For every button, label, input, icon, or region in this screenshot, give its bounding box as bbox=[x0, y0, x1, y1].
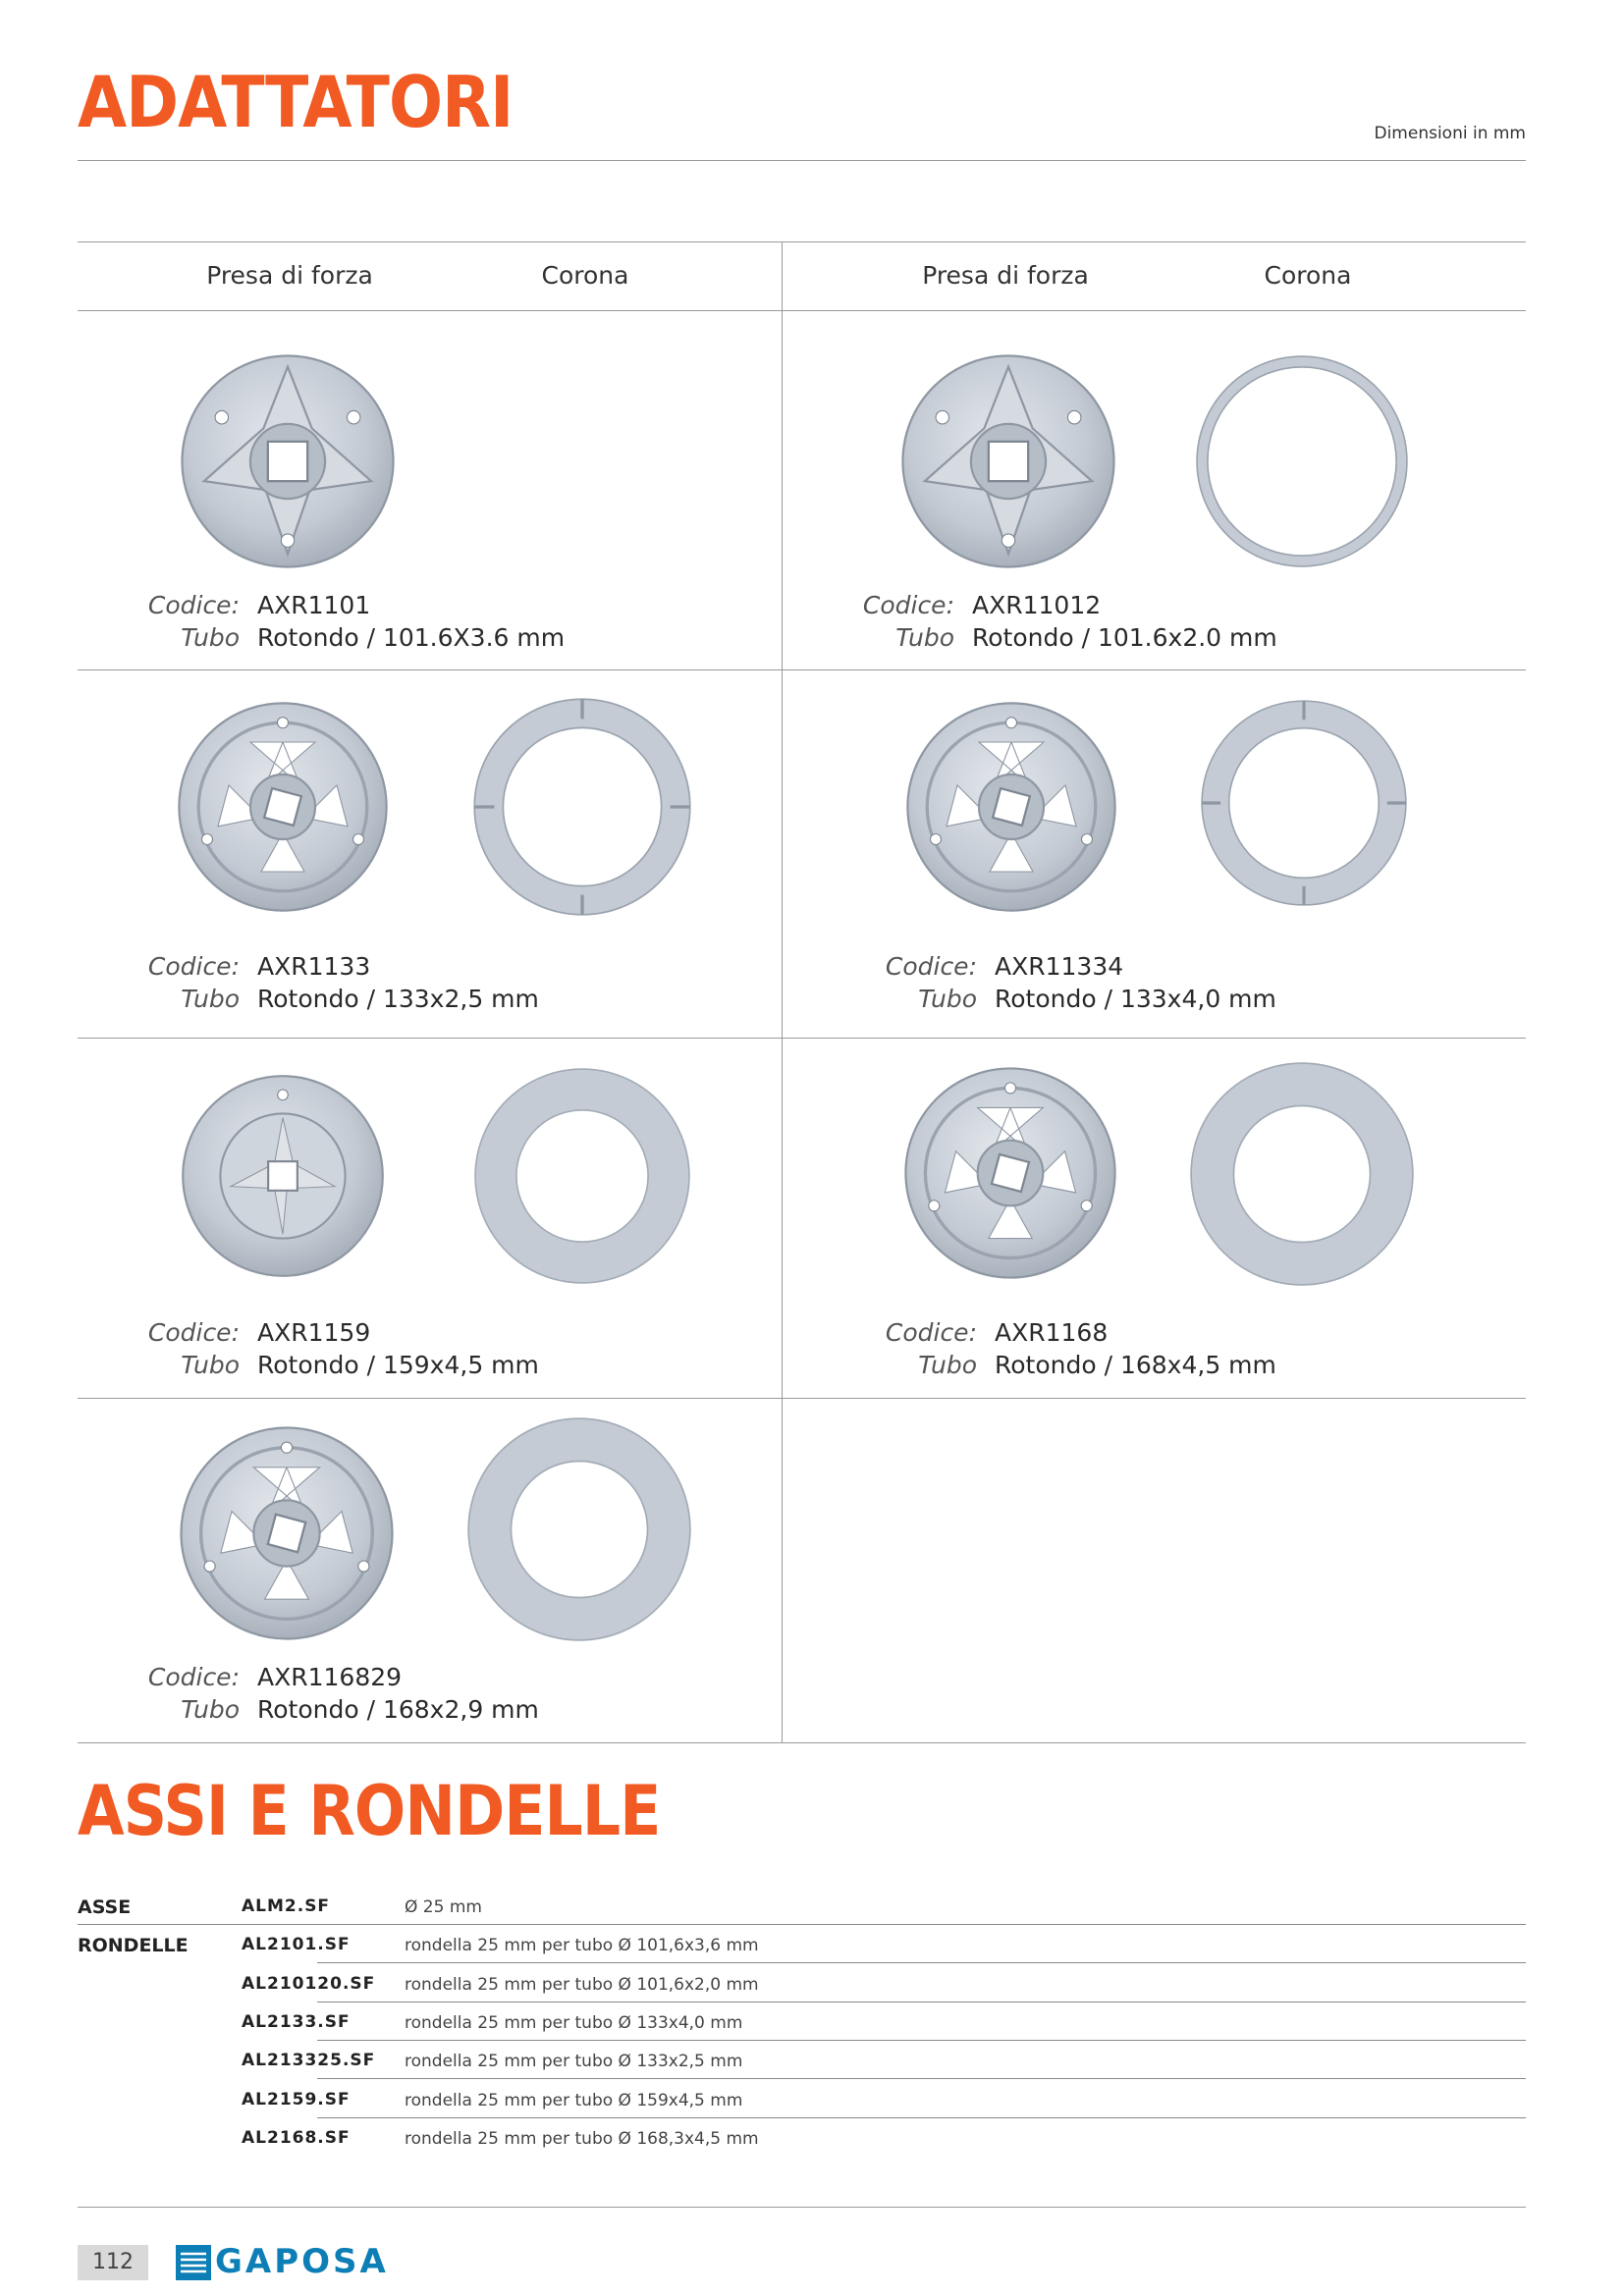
row-code: ALM2.SF bbox=[242, 1896, 331, 1916]
product-tube: Rotondo / 101.6x2.0 mm bbox=[972, 623, 1277, 652]
product-code: AXR1101 bbox=[257, 591, 371, 619]
crown-ring-image bbox=[1200, 699, 1408, 907]
page-title: ADATTATORI bbox=[78, 61, 514, 143]
grid-header-rule bbox=[78, 310, 1526, 311]
product-tube: Rotondo / 133x4,0 mm bbox=[995, 985, 1276, 1013]
product-tube: Rotondo / 101.6X3.6 mm bbox=[257, 623, 566, 652]
product-caption bbox=[53, 950, 539, 1015]
drive-adapter-image bbox=[179, 1072, 387, 1280]
grid-row-rule bbox=[78, 1038, 1526, 1039]
column-header-drive-left: Presa di forza bbox=[206, 261, 373, 290]
product-tube: Rotondo / 133x2,5 mm bbox=[257, 985, 539, 1013]
table-row bbox=[78, 2041, 1526, 2079]
tube-label: Tubo bbox=[181, 1695, 240, 1724]
tube-label: Tubo bbox=[895, 623, 954, 652]
code-label: Codice: bbox=[862, 591, 954, 619]
code-label: Codice: bbox=[885, 952, 977, 981]
code-label: Codice: bbox=[885, 1318, 977, 1347]
column-header-crown-left: Corona bbox=[541, 261, 629, 290]
row-code: AL2168.SF bbox=[242, 2128, 351, 2148]
product-tube: Rotondo / 159x4,5 mm bbox=[257, 1351, 539, 1379]
column-header-crown-right: Corona bbox=[1264, 261, 1352, 290]
crown-ring-image bbox=[1196, 355, 1408, 567]
row-code: AL2159.SF bbox=[242, 2090, 351, 2109]
product-code: AXR1133 bbox=[257, 952, 371, 981]
product-code: AXR116829 bbox=[257, 1663, 403, 1691]
row-description: rondella 25 mm per tubo Ø 168,3x4,5 mm bbox=[405, 2129, 759, 2149]
tube-label: Tubo bbox=[181, 1351, 240, 1379]
product-code: AXR1159 bbox=[257, 1318, 371, 1347]
page-number: 112 bbox=[78, 2245, 148, 2280]
drive-adapter-image bbox=[898, 351, 1118, 571]
code-label: Codice: bbox=[147, 591, 240, 619]
row-category: ASSE bbox=[78, 1896, 132, 1918]
row-code: AL213325.SF bbox=[242, 2051, 376, 2070]
product-caption bbox=[53, 589, 565, 654]
grid-row-rule bbox=[78, 1398, 1526, 1399]
product-caption bbox=[790, 950, 1276, 1015]
table-row bbox=[78, 2002, 1526, 2041]
grid-column-divider bbox=[782, 241, 783, 1743]
code-label: Codice: bbox=[147, 1663, 240, 1691]
code-label: Codice: bbox=[147, 1318, 240, 1347]
product-caption bbox=[768, 589, 1277, 654]
section-title: ASSI E RONDELLE bbox=[78, 1771, 661, 1851]
grid-bottom-rule bbox=[78, 1742, 1526, 1743]
drive-adapter-image bbox=[903, 699, 1119, 915]
product-code: AXR11012 bbox=[972, 591, 1102, 619]
product-tube: Rotondo / 168x4,5 mm bbox=[995, 1351, 1276, 1379]
row-code: AL2101.SF bbox=[242, 1935, 351, 1954]
drive-adapter-image bbox=[177, 1423, 397, 1643]
grid-row-rule bbox=[78, 669, 1526, 670]
table-row bbox=[78, 2118, 1526, 2157]
washer-image bbox=[474, 1068, 690, 1284]
row-description: rondella 25 mm per tubo Ø 159x4,5 mm bbox=[405, 2091, 743, 2110]
product-tube: Rotondo / 168x2,9 mm bbox=[257, 1695, 539, 1724]
tube-label: Tubo bbox=[918, 985, 977, 1013]
product-code: AXR11334 bbox=[995, 952, 1124, 981]
table-row bbox=[78, 2080, 1526, 2118]
row-description: Ø 25 mm bbox=[405, 1897, 482, 1917]
drive-adapter-image bbox=[901, 1064, 1119, 1282]
grid-top-rule bbox=[78, 241, 1526, 242]
drive-adapter-image bbox=[178, 351, 398, 571]
brand-name: GAPOSA bbox=[215, 2242, 389, 2281]
table-row bbox=[78, 1964, 1526, 2002]
tube-label: Tubo bbox=[181, 985, 240, 1013]
title-divider bbox=[78, 160, 1526, 161]
product-code: AXR1168 bbox=[995, 1318, 1109, 1347]
row-description: rondella 25 mm per tubo Ø 133x4,0 mm bbox=[405, 2013, 743, 2033]
table-row bbox=[78, 1887, 1526, 1925]
row-divider bbox=[317, 2078, 1526, 2079]
crown-ring-image bbox=[472, 697, 692, 917]
code-label: Codice: bbox=[147, 952, 240, 981]
column-header-drive-right: Presa di forza bbox=[922, 261, 1089, 290]
gaposa-logo-icon bbox=[175, 2244, 212, 2281]
product-caption bbox=[53, 1661, 539, 1726]
tube-label: Tubo bbox=[181, 623, 240, 652]
row-code: AL2133.SF bbox=[242, 2012, 351, 2032]
row-category: RONDELLE bbox=[78, 1935, 189, 1956]
drive-adapter-image bbox=[175, 699, 391, 915]
tube-label: Tubo bbox=[918, 1351, 977, 1379]
row-description: rondella 25 mm per tubo Ø 101,6x3,6 mm bbox=[405, 1936, 759, 1955]
product-caption bbox=[53, 1316, 539, 1381]
row-description: rondella 25 mm per tubo Ø 133x2,5 mm bbox=[405, 2052, 743, 2071]
row-description: rondella 25 mm per tubo Ø 101,6x2,0 mm bbox=[405, 1975, 759, 1995]
row-code: AL210120.SF bbox=[242, 1974, 376, 1994]
row-divider bbox=[317, 1962, 1526, 1963]
washer-image bbox=[1190, 1062, 1414, 1286]
footer-divider bbox=[78, 2207, 1526, 2208]
table-row bbox=[78, 1925, 1526, 1963]
washer-image bbox=[467, 1417, 691, 1641]
dimension-note: Dimensioni in mm bbox=[1374, 124, 1526, 143]
product-caption bbox=[790, 1316, 1276, 1381]
